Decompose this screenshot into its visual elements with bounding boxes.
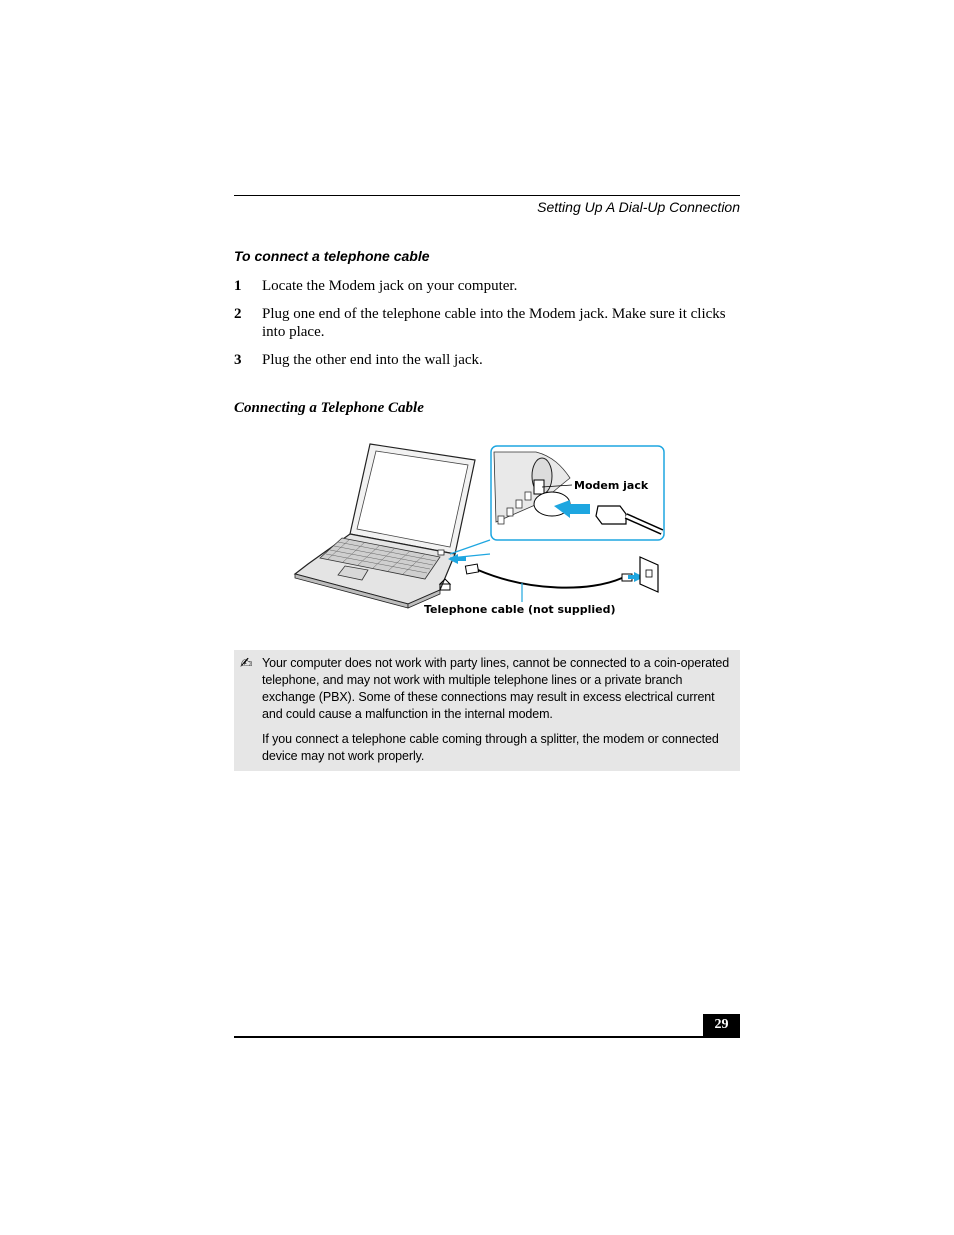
- telephone-cable-illustration: [290, 442, 670, 622]
- note-paragraph: Your computer does not work with party lines, cannot be connected to a coin-operated telephone, and may not work with multiple telephone lines or a private branch exchange (PBX). Some of these connections may result in excess electrical current and could cause a malfunction in the internal modem.: [262, 656, 730, 721]
- wall-jack-icon: [640, 557, 658, 592]
- step-1: [234, 277, 740, 295]
- telephone-cable: [465, 564, 632, 602]
- step-3: [234, 351, 740, 369]
- note-box: [234, 650, 740, 771]
- step-number: 3: [234, 352, 242, 368]
- header-rule: [234, 195, 740, 196]
- laptop-icon: [295, 444, 475, 608]
- step-number: 1: [234, 278, 242, 294]
- note-paragraph: If you connect a telephone cable coming through a splitter, the modem or connected device may not work properly.: [262, 732, 719, 763]
- footer-rule: [234, 1036, 740, 1038]
- step-text: Locate the Modem jack on your computer.: [262, 278, 518, 294]
- pencil-note-icon: ✍: [240, 654, 253, 672]
- procedure-title: To connect a telephone cable: [234, 248, 430, 264]
- modem-jack-label: Modem jack: [574, 479, 649, 492]
- step-2: [234, 305, 740, 341]
- figure-caption: Connecting a Telephone Cable: [234, 400, 424, 416]
- step-text: Plug one end of the telephone cable into the Modem jack. Make sure it clicks into place.: [262, 306, 726, 340]
- modem-jack-detail: [491, 446, 664, 540]
- page-number: 29: [703, 1014, 740, 1036]
- running-header: Setting Up A Dial-Up Connection: [537, 199, 740, 215]
- step-text: Plug the other end into the wall jack.: [262, 352, 483, 368]
- cable-label: Telephone cable (not supplied): [424, 603, 616, 616]
- step-number: 2: [234, 306, 242, 322]
